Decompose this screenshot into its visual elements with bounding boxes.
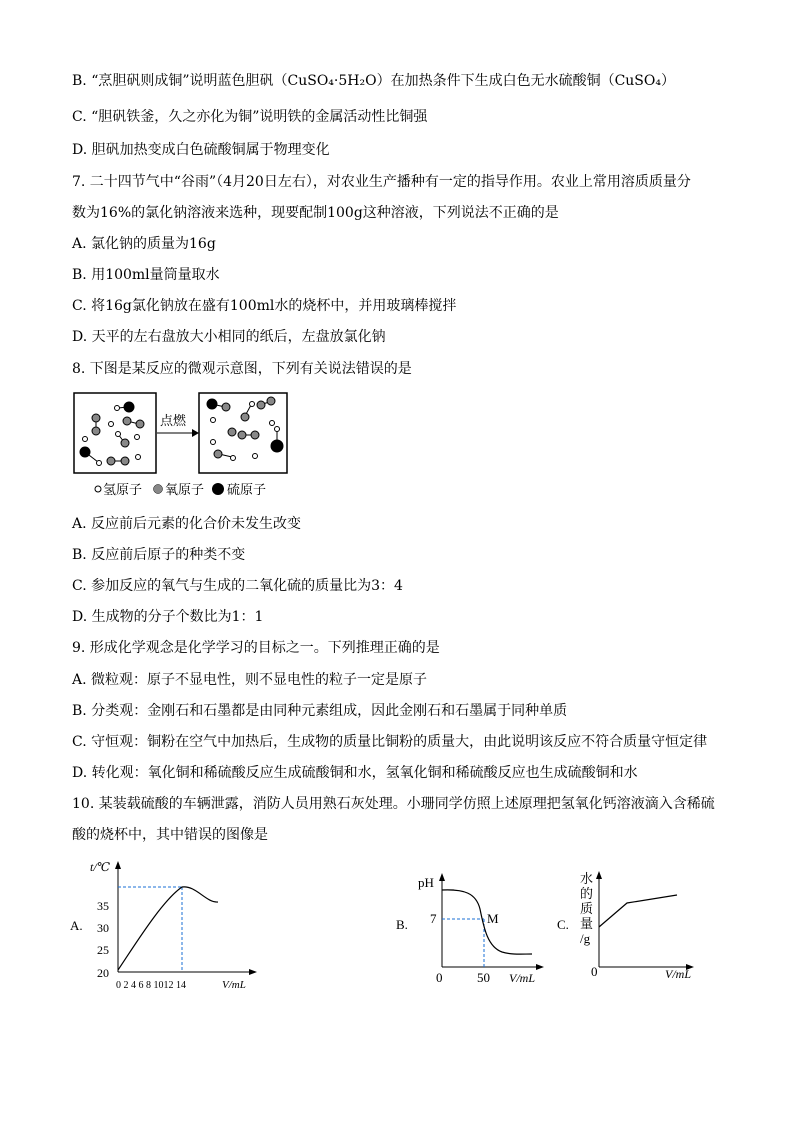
q7-stem-line2: 数为16%的氯化钠溶液来选种，现要配制100g这种溶液，下列说法不正确的是	[72, 205, 559, 221]
graph-b-xlabel: V/mL	[509, 971, 536, 985]
graph-c-ylabel-2: 的	[580, 886, 594, 901]
reaction-micro-diagram	[72, 390, 322, 502]
graph-a	[68, 855, 268, 995]
legend-oxygen: 氧原子	[165, 482, 205, 497]
graph-a-xticks: 0 2 4 6 8 1012 14	[116, 980, 186, 991]
q9-option-d: D. 转化观：氧化铜和稀硫酸反应生成硫酸铜和水，氢氧化铜和稀硫酸反应也生成硫酸铜和水	[72, 765, 638, 781]
graph-c-ylabel-4: 量	[580, 916, 594, 931]
graph-a-ytick-30: 30	[97, 921, 109, 935]
q9-stem: 9. 形成化学观念是化学学习的目标之一。下列推理正确的是	[72, 640, 440, 656]
graph-b-origin: 0	[436, 970, 443, 985]
q8-option-b: B. 反应前后原子的种类不变	[72, 547, 246, 563]
q7-option-a: A. 氯化钠的质量为16g	[72, 236, 216, 252]
arrow-label: 点燃	[160, 413, 187, 428]
graph-c-ylabel-5: /g	[580, 931, 591, 946]
q6-option-b: B. “烹胆矾则成铜”说明蓝色胆矾（CuSO₄·5H₂O）在加热条件下生成白色无水硫酸铜（CuSO₄）	[72, 73, 675, 89]
graph-c-option-label: C.	[557, 917, 569, 932]
hydrogen-legend-icon	[95, 486, 101, 492]
graph-c-ylabel-3: 质	[580, 901, 594, 916]
q10-stem-line1: 10. 某装载硫酸的车辆泄露，消防人员用熟石灰处理。小珊同学仿照上述原理把氢氧化钙溶液滴入含稀硫	[72, 796, 715, 812]
graph-c-origin: 0	[591, 964, 598, 979]
graph-b	[392, 865, 552, 990]
graph-c-line	[599, 895, 677, 927]
graph-b-point-m: M	[487, 911, 499, 926]
sulfur-legend-icon	[212, 483, 224, 495]
graph-a-ytick-35: 35	[97, 899, 109, 913]
q8-option-a: A. 反应前后元素的化合价未发生改变	[72, 516, 302, 532]
legend-hydrogen: 氢原子	[103, 482, 143, 497]
q7-option-c: C. 将16g氯化钠放在盛有100ml水的烧杯中，并用玻璃棒搅拌	[72, 298, 457, 314]
graph-a-xlabel: V/mL	[222, 979, 246, 991]
graph-a-curve	[118, 887, 218, 970]
graph-a-option-label: A.	[70, 918, 83, 933]
graph-a-ytick-20: 20	[97, 966, 109, 980]
q9-option-b: B. 分类观：金刚石和石墨都是由同种元素组成，因此金刚石和石墨属于同种单质	[72, 703, 568, 719]
q9-option-a: A. 微粒观：原子不显电性，则不显电性的粒子一定是原子	[72, 672, 428, 688]
q9-option-c: C. 守恒观：铜粉在空气中加热后，生成物的质量比铜粉的质量大，由此说明该反应不符合质量守恒定律	[72, 734, 708, 750]
graph-c	[555, 865, 710, 990]
legend-sulfur: 硫原子	[227, 482, 267, 497]
q7-stem-line1: 7. 二十四节气中“谷雨”（4月20日左右），对农业生产播种有一定的指导作用。农业上常用溶质质量分	[72, 174, 691, 190]
q7-option-d: D. 天平的左右盘放大小相同的纸后，左盘放氯化钠	[72, 329, 386, 345]
q7-option-b: B. 用100ml量筒量取水	[72, 267, 220, 283]
oxygen-legend-icon	[154, 485, 163, 494]
q6-option-d: D. 胆矾加热变成白色硫酸铜属于物理变化	[72, 142, 330, 158]
graph-b-option-label: B.	[396, 917, 408, 932]
q10-stem-line2: 酸的烧杯中，其中错误的图像是	[72, 827, 268, 843]
q8-option-d: D. 生成物的分子个数比为1：1	[72, 609, 264, 625]
q8-option-c: C. 参加反应的氧气与生成的二氧化硫的质量比为3：4	[72, 578, 403, 594]
graph-c-xlabel: V/mL	[665, 967, 692, 981]
graph-b-xtick-50: 50	[477, 970, 490, 985]
graph-a-ytick-25: 25	[97, 943, 109, 957]
graph-a-ylabel: t/℃	[90, 860, 111, 874]
q8-stem: 8. 下图是某反应的微观示意图，下列有关说法错误的是	[72, 361, 412, 377]
graph-b-ylabel: pH	[418, 875, 434, 890]
q6-option-c: C. “胆矾铁釜，久之亦化为铜”说明铁的金属活动性比铜强	[72, 109, 428, 125]
graph-b-ytick-7: 7	[430, 911, 437, 926]
graph-c-ylabel-1: 水	[580, 871, 594, 886]
